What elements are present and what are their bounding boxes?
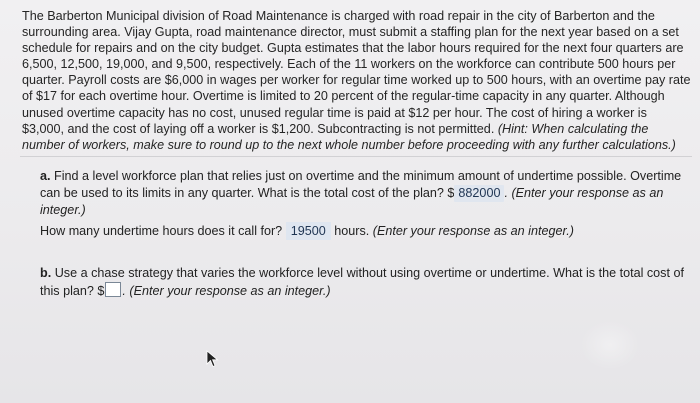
- problem-statement: [22, 8, 692, 153]
- section-divider: [20, 156, 692, 157]
- mouse-cursor-icon: [206, 350, 220, 368]
- problem-hint: (Hint: When calculating the number of workers, make sure to round up to the next whole number before proceeding with any further calculations.): [22, 121, 676, 152]
- part-a-instruction: . (Enter your response as an integer.): [40, 186, 664, 217]
- problem-text: The Barberton Municipal division of Road Maintenance is charged with road repair in the city of Barberton and the surrounding area. Vijay Gupta, road maintenance director, must submit a staffing plan for the next year based on a set schedule for repairs and on the city budget. Gupta estimates that the labor hours required for the next four quarters are 6,500, 12,500, 19,000, and 9,500, respectively. Each of the 11 workers on the workforce can contribute 500 hours per quarter. Payroll costs are $6,000 in wages per worker for regular time worked up to 500 hours, with an overtime pay rate of $17 for each overtime hour. Overtime is limited to 20 percent of the regular-time capacity in any quarter. Although unused overtime capacity has no cost, unused regular time is paid at $12 per hour. The cost of hiring a worker is $3,000, and the cost of laying off a worker is $1,200. Subcontracting is not permitted.: [22, 9, 691, 136]
- part-a-label: a.: [40, 169, 51, 183]
- undertime-instruction: (Enter your response as an integer.): [372, 224, 574, 238]
- undertime-question-text: How many undertime hours does it call for?: [40, 224, 283, 238]
- part-b-question: Use a chase strategy that varies the workforce level without using overtime or undertime. What is the total cost of this plan? $: [40, 265, 684, 298]
- undertime-unit: hours.: [334, 224, 370, 238]
- part-a: [40, 168, 690, 219]
- undertime-question: [40, 222, 690, 240]
- screen-glare: [580, 320, 640, 370]
- part-b: [40, 252, 690, 312]
- part-b-answer-input[interactable]: [105, 282, 121, 297]
- part-b-instruction: . (Enter your response as an integer.): [122, 283, 331, 298]
- part-a-question: Find a level workforce plan that relies just on overtime and the minimum amount of undertime possible. Overtime can be used to its limits in any quarter. What is the total cost of the plan? $: [40, 169, 682, 200]
- part-a-answer-field[interactable]: 882000: [454, 185, 504, 202]
- part-b-label: b.: [40, 265, 52, 280]
- undertime-answer-field[interactable]: 19500: [286, 222, 331, 240]
